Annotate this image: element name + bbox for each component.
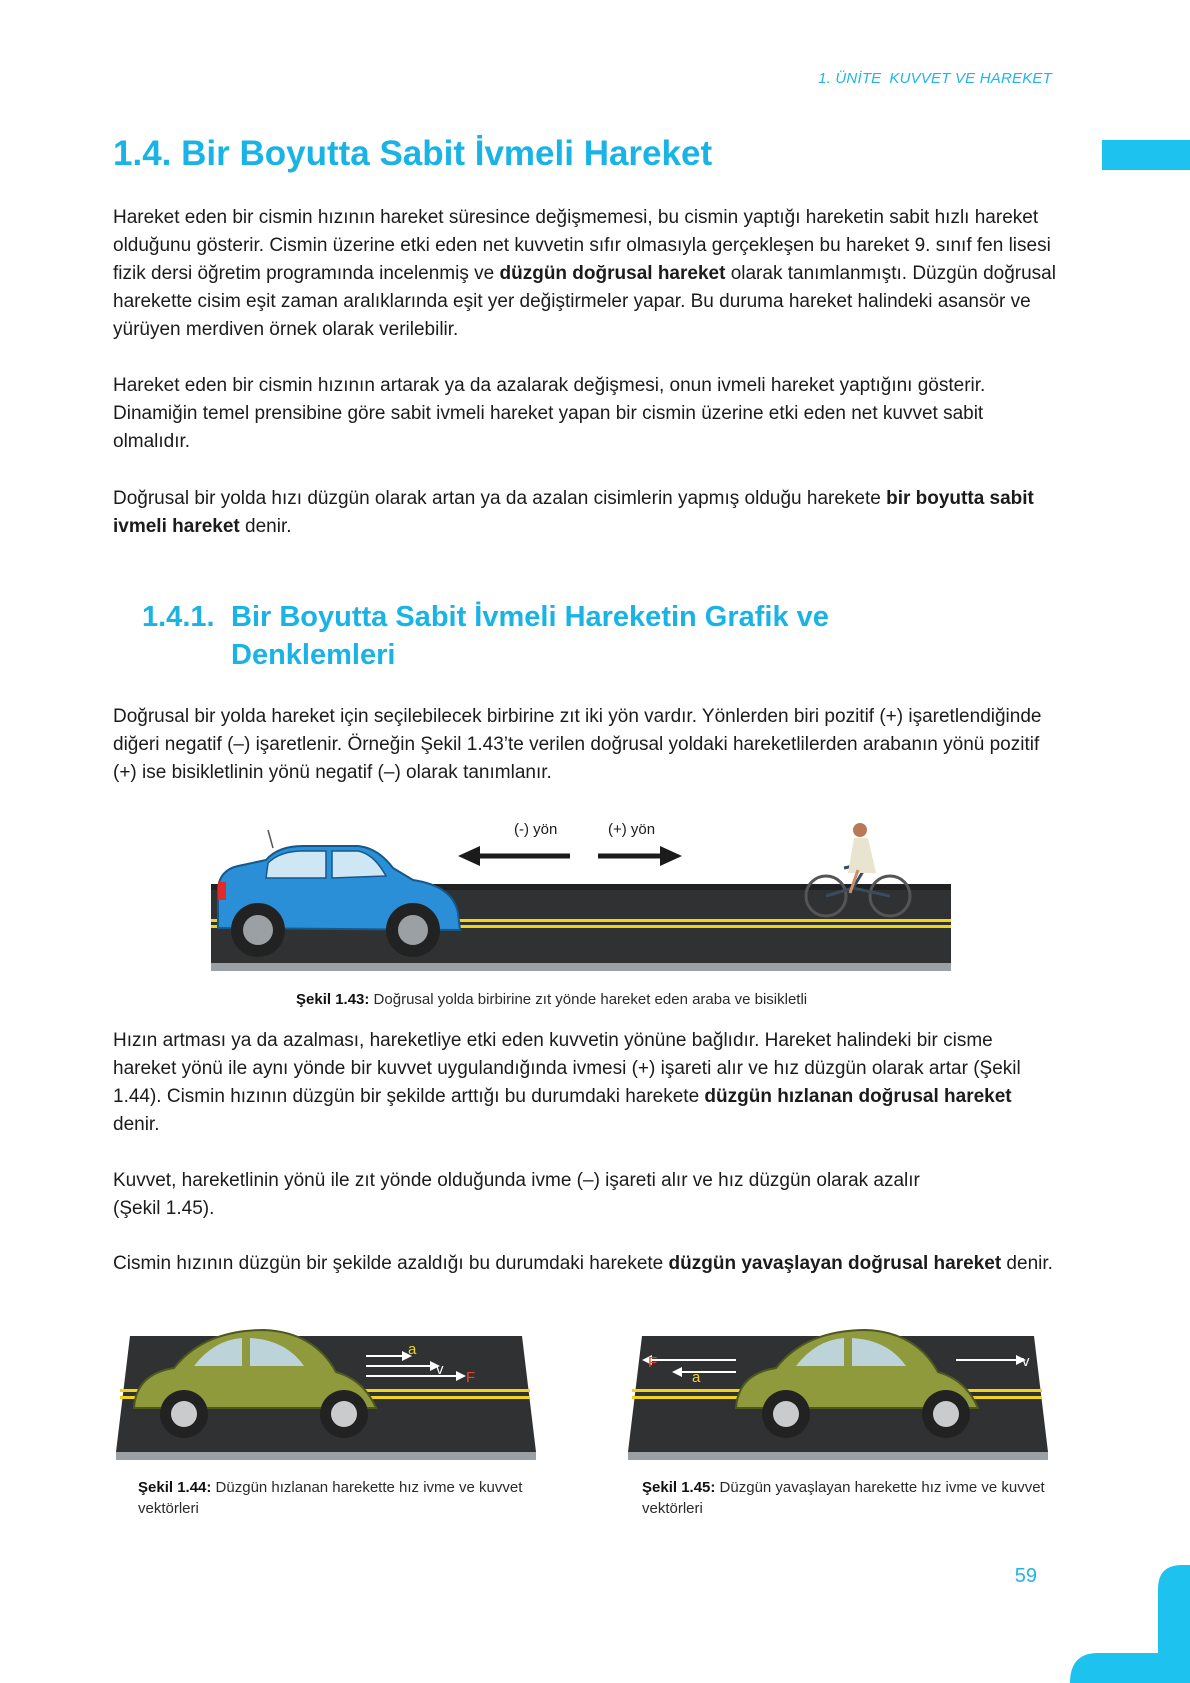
caption-label-143: Şekil 1.43:	[296, 991, 370, 1008]
paragraph-1	[113, 204, 1061, 344]
p5-bold-term: düzgün hızlanan doğrusal hareket	[704, 1086, 1012, 1107]
p3-text-a: Doğrusal bir yolda hızı düzgün olarak artan ya da azalan cisimlerin yapmış olduğu harekete	[113, 488, 887, 509]
p7-text-c: denir.	[1001, 1253, 1053, 1274]
figure-1-43-caption	[296, 989, 807, 1010]
caption-text-145: Düzgün yavaşlayan harekette hız ivme ve kuvvet vektörleri	[642, 1479, 1045, 1517]
acceleration-label: a	[692, 1369, 701, 1386]
p7-text-a: Cismin hızının düzgün bir şekilde azaldığı bu durumdaki harekete	[113, 1253, 669, 1274]
page-corner-decoration	[1070, 1565, 1190, 1683]
figure-1-45-caption	[642, 1477, 1052, 1519]
caption-label-145: Şekil 1.45:	[642, 1479, 716, 1496]
paragraph-2: Hareket eden bir cismin hızının artarak ya da azalarak değişmesi, onun ivmeli hareket yaptığını gösterir. Dinamiğin temel prensibine göre sabit ivmeli hareket yapan bir cismin üzerine etki eden net kuvvet sabit olmalıdır.	[113, 375, 986, 452]
positive-direction-label: (+) yön	[608, 821, 656, 838]
running-header	[818, 70, 1052, 87]
section-title: 1.4. Bir Boyutta Sabit İvmeli Hareket	[113, 134, 713, 173]
p3-bold-term: bir boyutta sabit ivmeli hareket	[113, 488, 1034, 537]
p7-bold-term: düzgün yavaşlayan doğrusal hareket	[668, 1253, 1002, 1274]
force-label: F	[648, 1354, 658, 1371]
subsection-title	[142, 598, 829, 674]
paragraph-5	[113, 1027, 1061, 1139]
negative-direction-arrow	[458, 846, 570, 866]
p1-text-a: Hareket eden bir cismin hızının hareket süresince değişmemesi, bu cismin yaptığı hareketin sabit hızlı hareket olduğunu gösterir. Cismin üzerine etki eden net kuvvetin sıfır olmasıyla gerçekleşen bu hareket 9. sınıf fen lisesi fizik dersi öğretim programında incelenmiş ve	[113, 207, 1051, 284]
figure-1-44-caption	[138, 1477, 538, 1519]
negative-direction-label: (-) yön	[514, 821, 558, 838]
chapter-tab-marker	[1102, 140, 1190, 170]
paragraph-7	[113, 1250, 1061, 1278]
subsection-title-line1: Bir Boyutta Sabit İvmeli Hareketin Grafik ve	[231, 601, 829, 633]
figure-1-45	[626, 1316, 1050, 1464]
subsection-title-line2: Denklemleri	[231, 639, 396, 671]
p5-text-c: denir.	[113, 1114, 160, 1135]
page-number: 59	[1014, 1565, 1037, 1587]
paragraph-3	[113, 485, 1061, 541]
p6-text-b: (Şekil 1.45).	[113, 1198, 215, 1219]
p3-text-c: denir.	[239, 516, 292, 537]
unit-label: 1. ÜNİTE	[818, 70, 882, 87]
subsection-number: 1.4.1.	[142, 601, 215, 633]
paragraph-4: Doğrusal bir yolda hareket için seçilebilecek birbirine zıt iki yön vardır. Yönlerden biri pozitif (+) işaretlendiğinde diğeri negatif (–) işaretlenir. Örneğin Şekil 1.43’te verilen doğrusal yoldaki hareketlilerden arabanın yönü pozitif (+) ise bisikletlinin yönü negatif (–) olarak tanımlanır.	[113, 706, 1042, 783]
p1-text-c: olarak tanımlanmıştı. Düzgün doğrusal harekette cisim eşit zaman aralıklarında eşit yer değiştirmeler yapar. Bu duruma hareket halindeki asansör ve yürüyen merdiven örnek olarak verilebilir.	[113, 263, 1056, 340]
acceleration-label: a	[408, 1341, 417, 1358]
p5-text-a: Hızın artması ya da azalması, hareketliye etki eden kuvvetin yönüne bağlıdır. Hareket halindeki bir cisme hareket yönü ile aynı yönde bir kuvvet uygulandığında ivmesi (+) işareti alır ve hız düzgün olarak artar (Şekil 1.44). Cismin hızının düzgün bir şekilde arttığı bu durumdaki harekete	[113, 1030, 1021, 1107]
figure-1-44	[114, 1316, 538, 1464]
unit-topic: KUVVET VE HAREKET	[889, 70, 1052, 87]
p6-text-a: Kuvvet, hareketlinin yönü ile zıt yönde olduğunda ivme (–) işareti alır ve hız düzgün olarak azalır	[113, 1170, 920, 1191]
caption-text-144: Düzgün hızlanan harekette hız ivme ve kuvvet vektörleri	[138, 1479, 523, 1517]
positive-direction-arrow	[598, 846, 682, 866]
caption-label-144: Şekil 1.44:	[138, 1479, 212, 1496]
velocity-label: v	[1022, 1353, 1030, 1370]
p1-bold-term: düzgün doğrusal hareket	[499, 263, 726, 284]
caption-text-143: Doğrusal yolda birbirine zıt yönde hareket eden araba ve bisikletli	[369, 991, 808, 1008]
velocity-label: v	[436, 1361, 444, 1378]
road-scene-illustration	[208, 818, 953, 976]
paragraph-6	[113, 1167, 1061, 1223]
figure-1-43	[208, 818, 953, 976]
force-label: F	[466, 1369, 476, 1386]
